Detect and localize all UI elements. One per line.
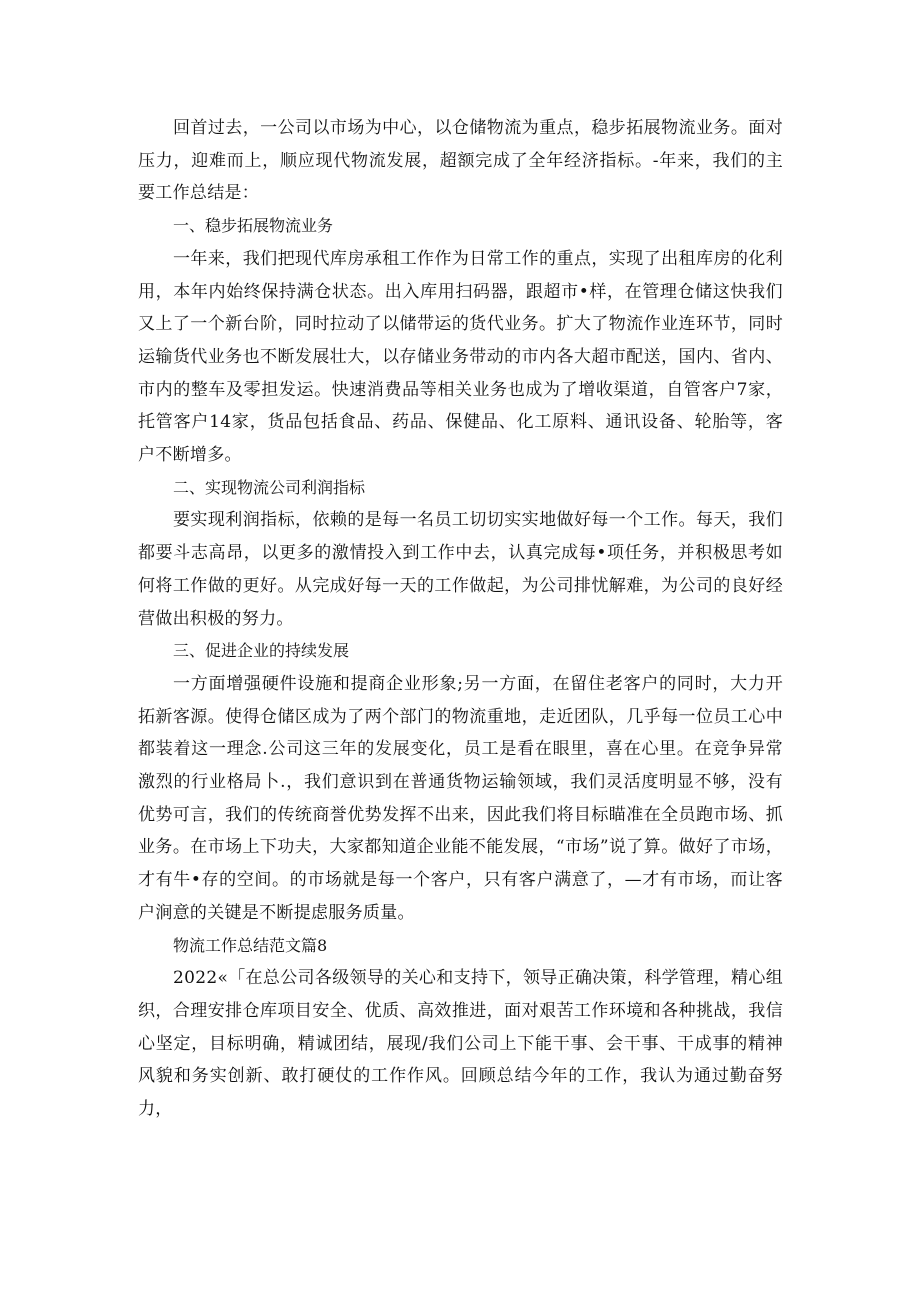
document-body <box>138 112 783 1126</box>
section-heading-1: 一、稳步拓展物流业务 <box>173 216 334 236</box>
section-2-paragraph: 要实现利润指标，依赖的是每一名员工切切实实地做好每一个工作。每天，我们都要斗志高昂，以更多的激情投入到工作中去，认真完成每•项任务，并积极思考如何将工作做的更好。从完成好每一天的工作做起，为公司排忧解难，为公司的良好经营做出积极的努力。 <box>138 510 783 629</box>
article-8-paragraph: 2022«「在总公司各级领导的关心和支持下，领导正确决策，科学管理，精心组织，合理安排仓库项目安全、优质、高效推进，面对艰苦工作环境和各种挑战，我信心坚定，目标明确，精诚团结，展现/我们公司上下能干事、会干事、干成事的精神风貌和务实创新、敢打硬仗的工作作风。回顾总结今年的工作，我认为通过勤奋努力， <box>138 968 783 1120</box>
article-title: 物流工作总结范文篇8 <box>173 935 328 955</box>
section-1-paragraph: 一年来，我们把现代库房承租工作作为日常工作的重点，实现了出租库房的化利用，本年内始终保持满仓状态。出入库用扫码器，跟超市•样，在管理仓储这快我们又上了一个新台阶，同时拉动了以储带运的货代业务。扩大了物流作业连环节，同时运输货代业务也不断发展壮大，以存储业务带动的市内各大超市配送，国内、省内、市内的整车及零担发运。快速消费品等相关业务也成为了增收渠道，自管客户7家，托管客户14家，货品包括食品、药品、保健品、化工原料、通讯设备、轮胎等，客户不断增多。 <box>138 248 783 466</box>
section-heading-2: 二、实现物流公司利润指标 <box>173 477 366 497</box>
section-heading-3: 三、促进企业的持续发展 <box>173 641 350 661</box>
intro-paragraph: 回首过去，一公司以市场为中心，以仓储物流为重点，稳步拓展物流业务。面对压力，迎难而上，顺应现代物流发展，超额完成了全年经济指标。-年来，我们的主要工作总结是： <box>138 118 783 204</box>
section-3-paragraph: 一方面增强硬件设施和提商企业形象;另一方面，在留住老客户的同时，大力开拓新客源。使得仓储区成为了两个部门的物流重地，走近团队，几乎每一位员工心中都装着这一理念.公司这三年的发展变化，员工是看在眼里，喜在心里。在竞争异常激烈的行业格局卜.，我们意识到在普通货物运输领域，我们灵活度明显不够，没有优势可言，我们的传统商誉优势发挥不出来，因此我们将目标瞄准在全员跑市场、抓业务。在市场上下功夫，大家都知道企业能不能发展，“市场”说了算。做好了市场，才有牛•存的空间。的市场就是每一个客户，只有客户满意了，—才有市场，而让客户涧意的关键是不断提虑服务质量。 <box>138 673 783 923</box>
